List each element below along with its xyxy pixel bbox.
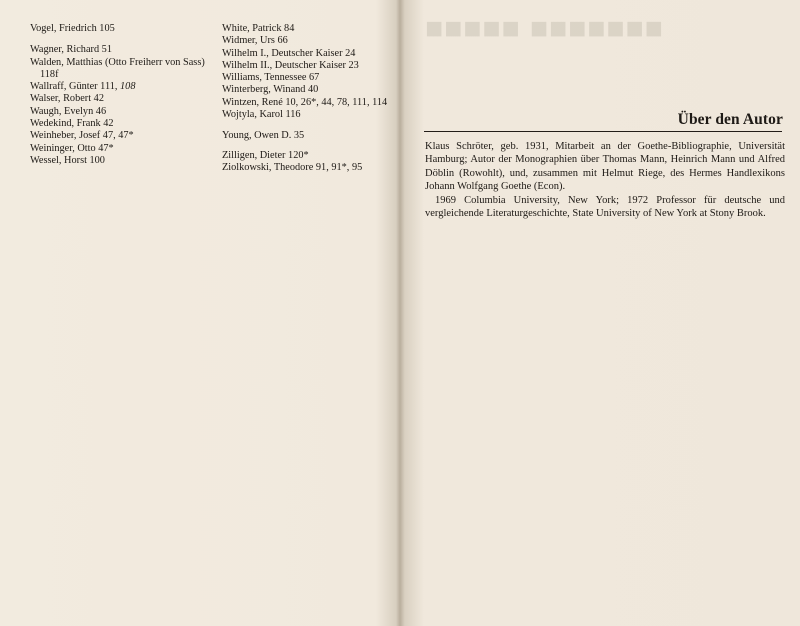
bleed-through-heading: ■■■■■ ■■■■■■■ [425, 12, 664, 45]
index-spacer [30, 35, 220, 44]
index-entry-text: Wintzen, René 10, 26*, 44, 78, 111, 114 [222, 96, 388, 108]
index-entry [30, 155, 220, 167]
index-entry [30, 143, 220, 155]
index-entry [222, 130, 398, 142]
index-entry-illustration-page: 108 [120, 81, 136, 93]
index-entry-text: Weininger, Otto 47* [30, 142, 114, 154]
index-entry-text: Waugh, Evelyn 46 [30, 105, 107, 117]
index-entry-text: Winterberg, Winand 40 [222, 84, 319, 96]
index-entry-text: Williams, Tennessee 67 [222, 72, 320, 84]
index-entry-text: Ziolkowski, Theodore 91, 91*, 95 [222, 162, 363, 174]
index-entry [222, 48, 398, 60]
index-column-1 [30, 23, 220, 167]
index-entry-text: Wedekind, Frank 42 [30, 118, 114, 130]
index-column-2 [222, 23, 398, 175]
index-entry [30, 44, 220, 56]
index-entry-text: Wilhelm I., Deutscher Kaiser 24 [222, 47, 356, 59]
index-spacer [222, 121, 398, 129]
index-entry [222, 60, 398, 72]
about-author-heading: Über den Autor [677, 111, 783, 128]
index-entry [222, 97, 398, 109]
index-entry-text: White, Patrick 84 [222, 23, 295, 34]
index-entry-text: Wallraff, Günter 111, [30, 81, 121, 93]
index-entry-text: Walden, Matthias (Otto Freiherr von Sass) 118f [30, 56, 205, 80]
bio-paragraph-1: Klaus Schröter, geb. 1931, Mitarbeit an der Goethe-Bibliographie, Universität Hamburg; Autor der Monographien über Thomas Mann, Heinrich Mann und Alfred Döblin (Rowohlt), und, zusammen mit Helmut Riege, des Hermes Handlexikons Johann Wolfgang Goethe (Econ). [425, 141, 785, 193]
index-entry-text: Vogel, Friedrich 105 [30, 23, 115, 34]
index-entry-text: Wilhelm II., Deutscher Kaiser 23 [222, 59, 359, 71]
index-entry [222, 84, 398, 96]
author-bio [425, 140, 785, 220]
index-entry [30, 81, 220, 93]
index-spacer [222, 142, 398, 150]
index-entry [222, 162, 398, 174]
index-entry [222, 23, 398, 35]
index-entry [222, 109, 398, 121]
index-page [0, 0, 399, 626]
index-entry [30, 93, 220, 105]
index-entry [30, 57, 220, 82]
index-entry-text: Weinheber, Josef 47, 47* [30, 130, 134, 142]
index-entry [30, 106, 220, 118]
index-entry [222, 72, 398, 84]
index-entry-text: Wojtyla, Karol 116 [222, 109, 301, 121]
index-entry [222, 150, 398, 162]
index-entry [30, 118, 220, 130]
index-entry-text: Walser, Robert 42 [30, 93, 104, 105]
bio-paragraph-2: 1969 Columbia University, New York; 1972 Professor für deutsche und vergleichende Literaturgeschichte, State University of New York at Stony Brook. [425, 194, 785, 220]
heading-rule [424, 131, 782, 132]
index-entry [30, 130, 220, 142]
index-entry-text: Zilligen, Dieter 120* [222, 150, 309, 162]
index-entry-text: Young, Owen D. 35 [222, 129, 305, 141]
index-entry-text: Wessel, Horst 100 [30, 154, 105, 166]
index-entry-text: Widmer, Urs 66 [222, 35, 288, 47]
index-entry [222, 35, 398, 47]
index-entry [30, 23, 220, 35]
index-entry-text: Wagner, Richard 51 [30, 44, 112, 56]
about-author-page [401, 0, 800, 626]
